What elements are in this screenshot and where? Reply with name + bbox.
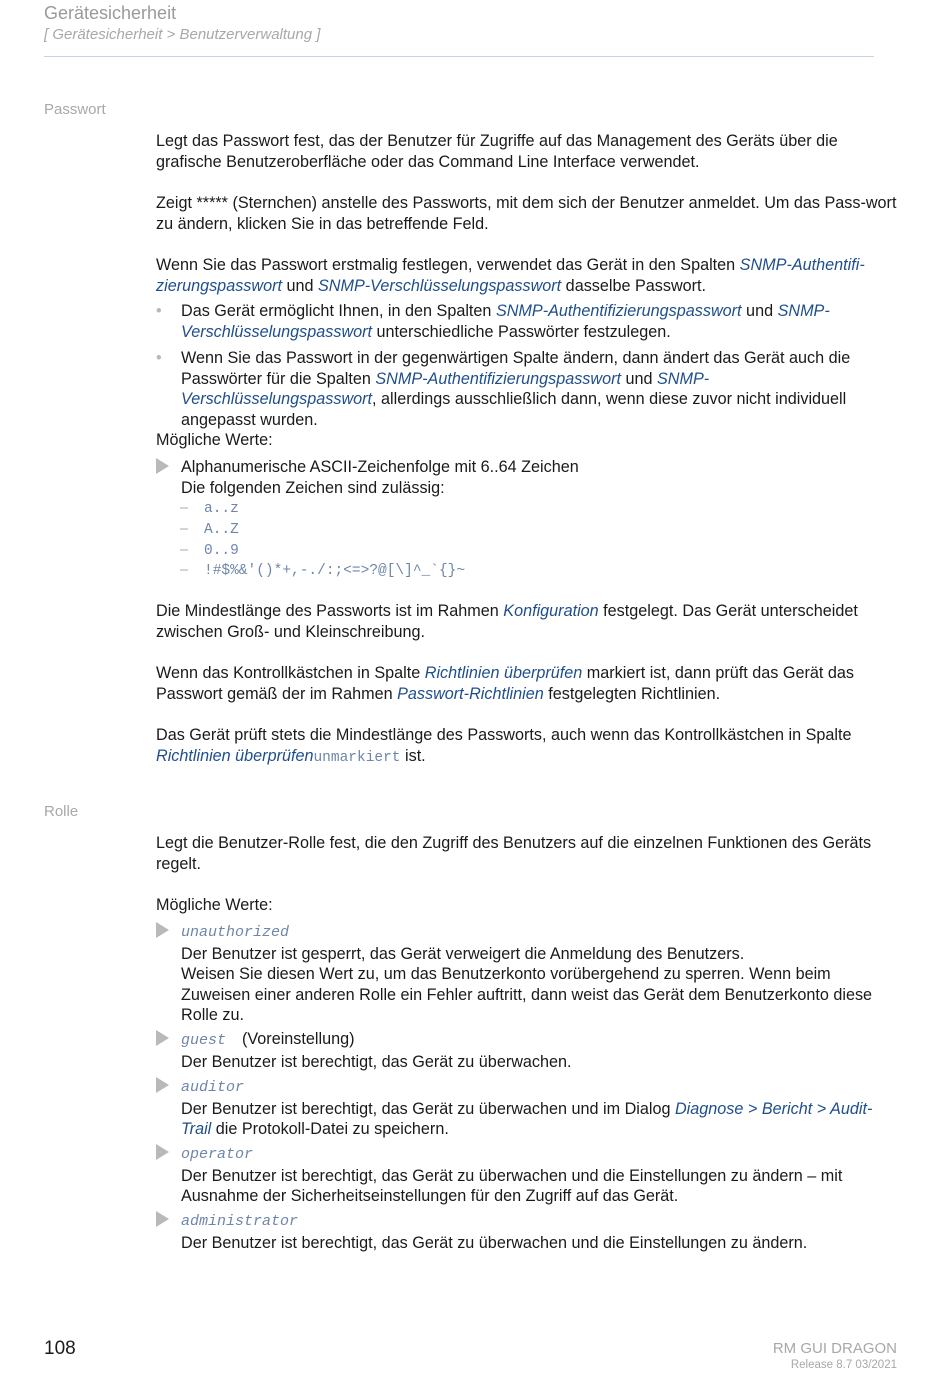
dash-icon: – (180, 521, 189, 537)
ref-snmp-encryption-password: SNMP-Verschlüsselungspasswort (317, 276, 562, 295)
page-number: 108 (44, 1338, 76, 1359)
ref-snmp-auth-password: SNMP-Authentifizierungspasswort (375, 369, 621, 388)
role-item-guest: guest (Voreinstellung) Der Benutzer ist berechtigt, das Gerät zu überwachen. (156, 1029, 901, 1072)
ref-richtlinien-ueberpruefen: Richtlinien überprüfen (156, 746, 314, 765)
ref-snmp-auth-password: SNMP-Authentifi-zierungspasswort (156, 256, 865, 295)
header-divider (44, 56, 874, 57)
chapter-title: Gerätesicherheit (44, 3, 177, 23)
allowed-chars-item: – A..Z (180, 521, 239, 538)
min-length-always-note: Das Gerät prüft stets die Mindestlänge des Passworts, auch wenn das Kontrollkästchen in Spalte Richtlinien überprüfenunmarkiert ist. (156, 726, 852, 766)
ref-snmp-auth-password: SNMP-Authentifizierungspasswort (495, 302, 742, 320)
min-length-note: Die Mindestlänge des Passworts ist im Rahmen Konfiguration festgelegt. Das Gerät unterscheidet zwischen Groß- und Kleinschreibung. (156, 602, 858, 641)
triangle-bullet-icon (156, 458, 169, 474)
role-item-auditor: auditor Der Benutzer ist berechtigt, das Gerät zu überwachen und im Dialog Diagnose > Bericht > Audit-Trail die Protokoll-Datei zu speichern. (156, 1076, 901, 1140)
bullet-dot-icon: • (156, 302, 162, 320)
section-label-passwort: Passwort (44, 101, 106, 118)
allowed-chars-item: – !#$%&'()*+,-./:;<=>?@[\]^_`{}~ (180, 562, 466, 579)
passwort-description: Legt das Passwort fest, das der Benutzer für Zugriffe auf das Management des Geräts über die grafische Benutzeroberfläche oder das Command Line Interface verwendet. (156, 132, 838, 171)
role-item-operator: operator Der Benutzer ist berechtigt, das Gerät zu überwachen und die Einstellungen zu ändern – mit Ausnahme der Sicherheitseinstellungen für den Zugriff auf das Gerät. (156, 1143, 901, 1207)
triangle-bullet-icon (156, 1144, 169, 1160)
ref-richtlinien-ueberpruefen: Richtlinien überprüfen (424, 664, 583, 682)
possible-values-heading: Mögliche Werte: (156, 896, 273, 914)
allowed-chars-item: – a..z (180, 500, 239, 517)
role-item-administrator: administrator Der Benutzer ist berechtigt, das Gerät zu überwachen und die Einstellungen zu ändern. (156, 1210, 901, 1253)
bullet-dot-icon: • (156, 349, 162, 367)
rolle-description: Legt die Benutzer-Rolle fest, die den Zugriff des Benutzers auf die einzelnen Funktionen des Geräts regelt. (156, 834, 872, 873)
ref-konfiguration: Konfiguration (503, 602, 599, 620)
list-item: • Wenn Sie das Passwort in der gegenwärtigen Spalte ändern, dann ändert das Gerät auch die Passwörter für die Spalten SNMP-Authentifizierungspasswort und SNMP-Verschlüsselungspasswort, allerdings ausschließlich dann, wenn diese zuvor nicht individuell angepasst wurden. (156, 349, 851, 429)
triangle-bullet-icon (156, 1211, 169, 1227)
allowed-chars-item: – 0..9 (180, 542, 239, 559)
ref-snmp-encryption-password: SNMP-Verschlüsselungspasswort (181, 302, 830, 341)
release-info: Release 8.7 03/2021 (790, 1359, 897, 1371)
role-item-unauthorized: unauthorized Der Benutzer ist gesperrt, das Gerät verweigert die Anmeldung des Benutzers. Weisen Sie diesen Wert zu, um das Benutzerkonto vorübergehend zu sperren. Wenn beim Zuweisen einer anderen Rolle ein Fehler auftritt, dann weist das Gerät dem Benutzerkonto diese Rolle zu. (156, 921, 901, 1026)
dash-icon: – (180, 562, 189, 578)
dash-icon: – (180, 500, 189, 516)
document-name: RM GUI DRAGON (772, 1340, 897, 1357)
list-item: • Das Gerät ermöglicht Ihnen, in den Spalten SNMP-Authentifizierungspasswort und SNMP-Verschlüsselungspasswort unterschiedliche Passwörter festzulegen. (156, 302, 830, 341)
triangle-bullet-icon (156, 922, 169, 938)
passwort-initial-note: Wenn Sie das Passwort erstmalig festlegen, verwendet das Gerät in den Spalten SNMP-Authentifi-zierungspasswort und SNMP-Verschlüsselungspasswort dasselbe Passwort. (156, 256, 865, 295)
policy-check-note: Wenn das Kontrollkästchen in Spalte Richtlinien überprüfen markiert ist, dann prüft das Gerät das Passwort gemäß der im Rahmen Passwort-Richtlinien festgelegten Richtlinien. (156, 664, 854, 703)
possible-values-heading: Mögliche Werte: (156, 431, 273, 449)
triangle-bullet-icon (156, 1030, 169, 1046)
passwort-masking-note: Zeigt ***** (Sternchen) anstelle des Passworts, mit dem sich der Benutzer anmeldet. Um das Pass-wort zu ändern, klicken Sie in das betreffende Feld. (156, 194, 897, 233)
ref-audit-trail-dialog: Diagnose > Bericht > Audit-Trail (181, 1099, 873, 1138)
value-item: Alphanumerische ASCII-Zeichenfolge mit 6..64 Zeichen Die folgenden Zeichen sind zulässig: (156, 457, 901, 498)
triangle-bullet-icon (156, 1077, 169, 1093)
ref-passwort-richtlinien: Passwort-Richtlinien (397, 684, 544, 703)
dash-icon: – (180, 542, 189, 558)
breadcrumb: [ Gerätesicherheit > Benutzerverwaltung ] (44, 26, 321, 43)
ref-snmp-encryption-password: SNMP-Verschlüsselungspasswort (181, 369, 710, 408)
section-label-rolle: Rolle (44, 803, 79, 820)
